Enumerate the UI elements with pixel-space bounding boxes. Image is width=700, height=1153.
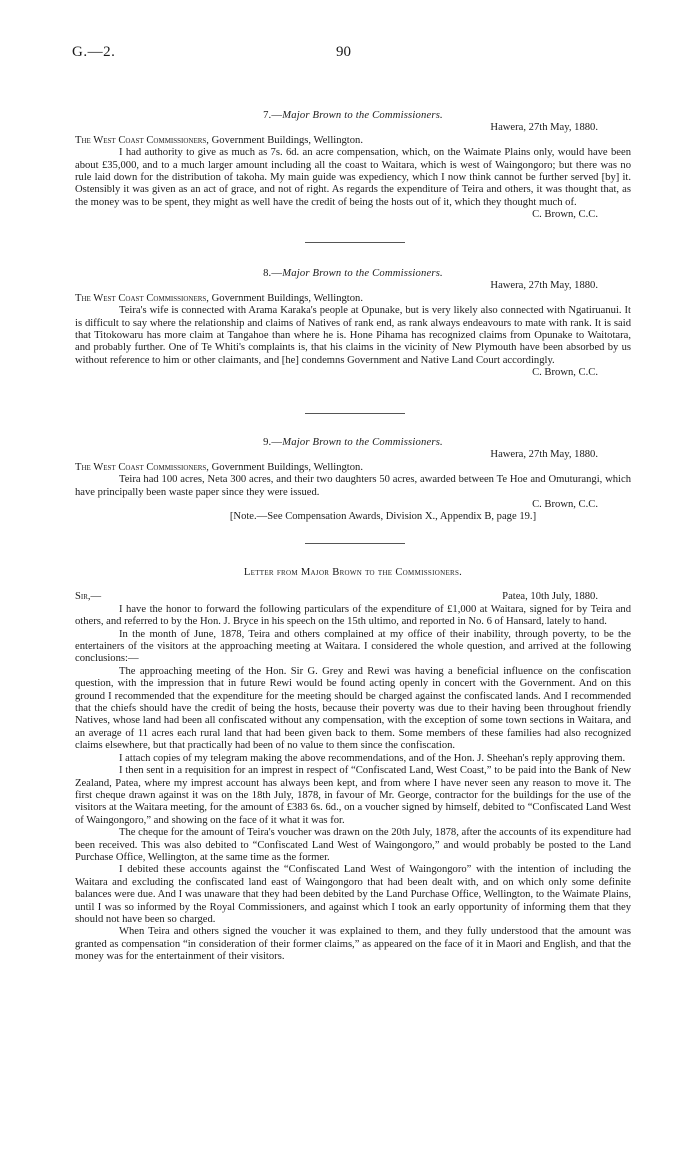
letter-7-title: 7.—Major Brown to the Commissioners. [263, 110, 443, 121]
letter-10-paragraph: The cheque for the amount of Teira's voucher was drawn on the 20th July, 1878, after the accounts of its expenditure had been received. This was also debited to “Confiscated Land West of Waingongoro,” and would probably be posted to the Land Purchase Office, Wellington, at the same time as the former. [75, 827, 631, 863]
letter-7-signature: C. Brown, C.C. [532, 209, 598, 221]
letter-8-title: 8.—Major Brown to the Commissioners. [263, 268, 443, 279]
page-number: 90 [336, 44, 351, 60]
letter-8-body: Teira's wife is connected with Arama Karaka's people at Opunake, but is very likely also connected with Ngatiruanui. It is difficult to say where the relationship and claims of Natives of rank end, as rank always endeavours to mate with rank. It is said that Titokowaru has more claim at Tangahoe than where he is. Hone Pihama has recognized claims from Opunake to Waitotara, and probably further. One of Te Whiti's complaints is, that his claims in the vicinity of New Plymouth have been absorbed by us without reference to him or other claimants, and [he] condemns Government and Native Land Court accordingly. [75, 305, 631, 366]
letter-8-dateline: Hawera, 27th May, 1880. [490, 280, 598, 292]
letter-10-header [75, 591, 631, 603]
letter-10-paragraph: I have the honor to forward the following particulars of the expenditure of £1,000 at Waitara, signed for by Teira and others, and referred to by the Hon. J. Bryce in his speech on the 15th ultimo, and reported in No. 6 of Hansard, lately to hand. [75, 603, 631, 628]
letter-9-title: 9.—Major Brown to the Commissioners. [263, 437, 443, 448]
letter-10-paragraph: In the month of June, 1878, Teira and others complained at my office of their inability, through poverty, to be the entertainers of the visitors at the approaching meeting at Waitara. I considered the whole question, and arrived at the following conclusions:— [75, 628, 631, 665]
letter-10-paragraph: I debited these accounts against the “Confiscated Land West of Waingongoro” with the intention of including the Waitara and excluding the confiscated land east of Waingongoro that had been dealt with, and on which only some definite balances were due. And I was unaware that they had been debited by the Land Purchase Office, Wellington, to the Waimate Plains, until I was so informed by the Royal Commissioners, and against which I took an early opportunity of informing them that they should not have been so charged. [75, 864, 631, 925]
letter-9-body: Teira had 100 acres, Neta 300 acres, and their two daughters 50 acres, awarded between Te Hoe and Omuturangi, which have principally been waste paper since they were issued. [75, 474, 631, 498]
letter-10-dateline: Patea, 10th July, 1880. [502, 591, 598, 603]
section-divider [305, 543, 405, 544]
letter-10-paragraph: I attach copies of my telegram making the above recommendations, and of the Hon. J. Sheehan's reply approving them. [119, 752, 626, 764]
letter-8 [75, 268, 631, 380]
letter-9-signature: C. Brown, C.C. [532, 499, 598, 511]
letter-8-addressee: The West Coast Commissioners, Government Buildings, Wellington. [75, 292, 363, 304]
section-divider [305, 413, 405, 414]
letter-10-paragraph: The approaching meeting of the Hon. Sir G. Grey and Rewi was having a beneficial influence on the confiscation question, with the impression that in future Rewi would be found acting openly in concert with the Government. And on this ground I recommended that the expenditure for the meeting should be charged against the confiscated lands. And I recommended that the chiefs should have the credit of being the hosts, because their poverty was due to their having been throughout friendly Natives, whose land had been all confiscated without any compensation, with the exception of some town sections in Waitara, and an average of 11 acres each rural land that had been given back to them. Some members of these families had also recognized claims elsewhere, but that practically had been of no value to them since the confiscation. [75, 665, 631, 752]
letter-7-body: I had authority to give as much as 7s. 6d. an acre compensation, which, on the Waimate Plains only, would have been about £35,000, and to a much larger amount including all the coast to Waitara, which is west of Waingongoro; but there was no rule laid down for the distribution of takoha. My main guide was expediency, which I now think cannot be further served [by] it. Ostensibly it was given as an act of grace, and not of right. As regards the expenditure of Teira and others, it was thought that, as the money was to be spent, they might as well have the credit of being the hosts out of it, which they thought much of. [75, 147, 631, 208]
letter-10 [75, 567, 631, 964]
letter-9-note: [Note.—See Compensation Awards, Division X., Appendix B, page 19.] [229, 511, 537, 523]
letter-9-addressee: The West Coast Commissioners, Government Buildings, Wellington. [75, 461, 363, 473]
letter-10-salutation: Sir,— [75, 591, 102, 603]
header-reference: G.—2. [72, 44, 116, 60]
letter-7-addressee: The West Coast Commissioners, Government Buildings, Wellington. [75, 134, 363, 146]
letter-10-paragraph: I then sent in a requisition for an imprest in respect of “Confiscated Land, West Coast,” to be paid into the Bank of New Zealand, Patea, where my imprest account has always been kept, and from where I have never seen any reason to move it. The first cheque drawn against it was on the 18th July, 1878, in favour of Mr. George, contractor for the buildings for the use of the visitors at the Waitara meeting, for the amount of £383 6s. 6d., on a voucher signed by himself, debited to “Confiscated Land West of Waingongoro,” and showing on the face of it what it was for. [75, 765, 631, 826]
section-divider [305, 242, 405, 243]
letter-9-dateline: Hawera, 27th May, 1880. [490, 449, 598, 461]
letter-8-signature: C. Brown, C.C. [532, 367, 598, 379]
letter-7 [75, 110, 631, 222]
letter-10-title: Letter from Major Brown to the Commissioners. [243, 567, 463, 578]
letter-10-paragraph: When Teira and others signed the voucher it was explained to them, and they fully understood that the amount was granted as compensation “in consideration of their former claims,” as appeared on the face of it in Maori and English, and that the money was for the entertainment of their visitors. [75, 926, 631, 963]
letter-7-dateline: Hawera, 27th May, 1880. [490, 122, 598, 134]
letter-9 [75, 437, 631, 524]
